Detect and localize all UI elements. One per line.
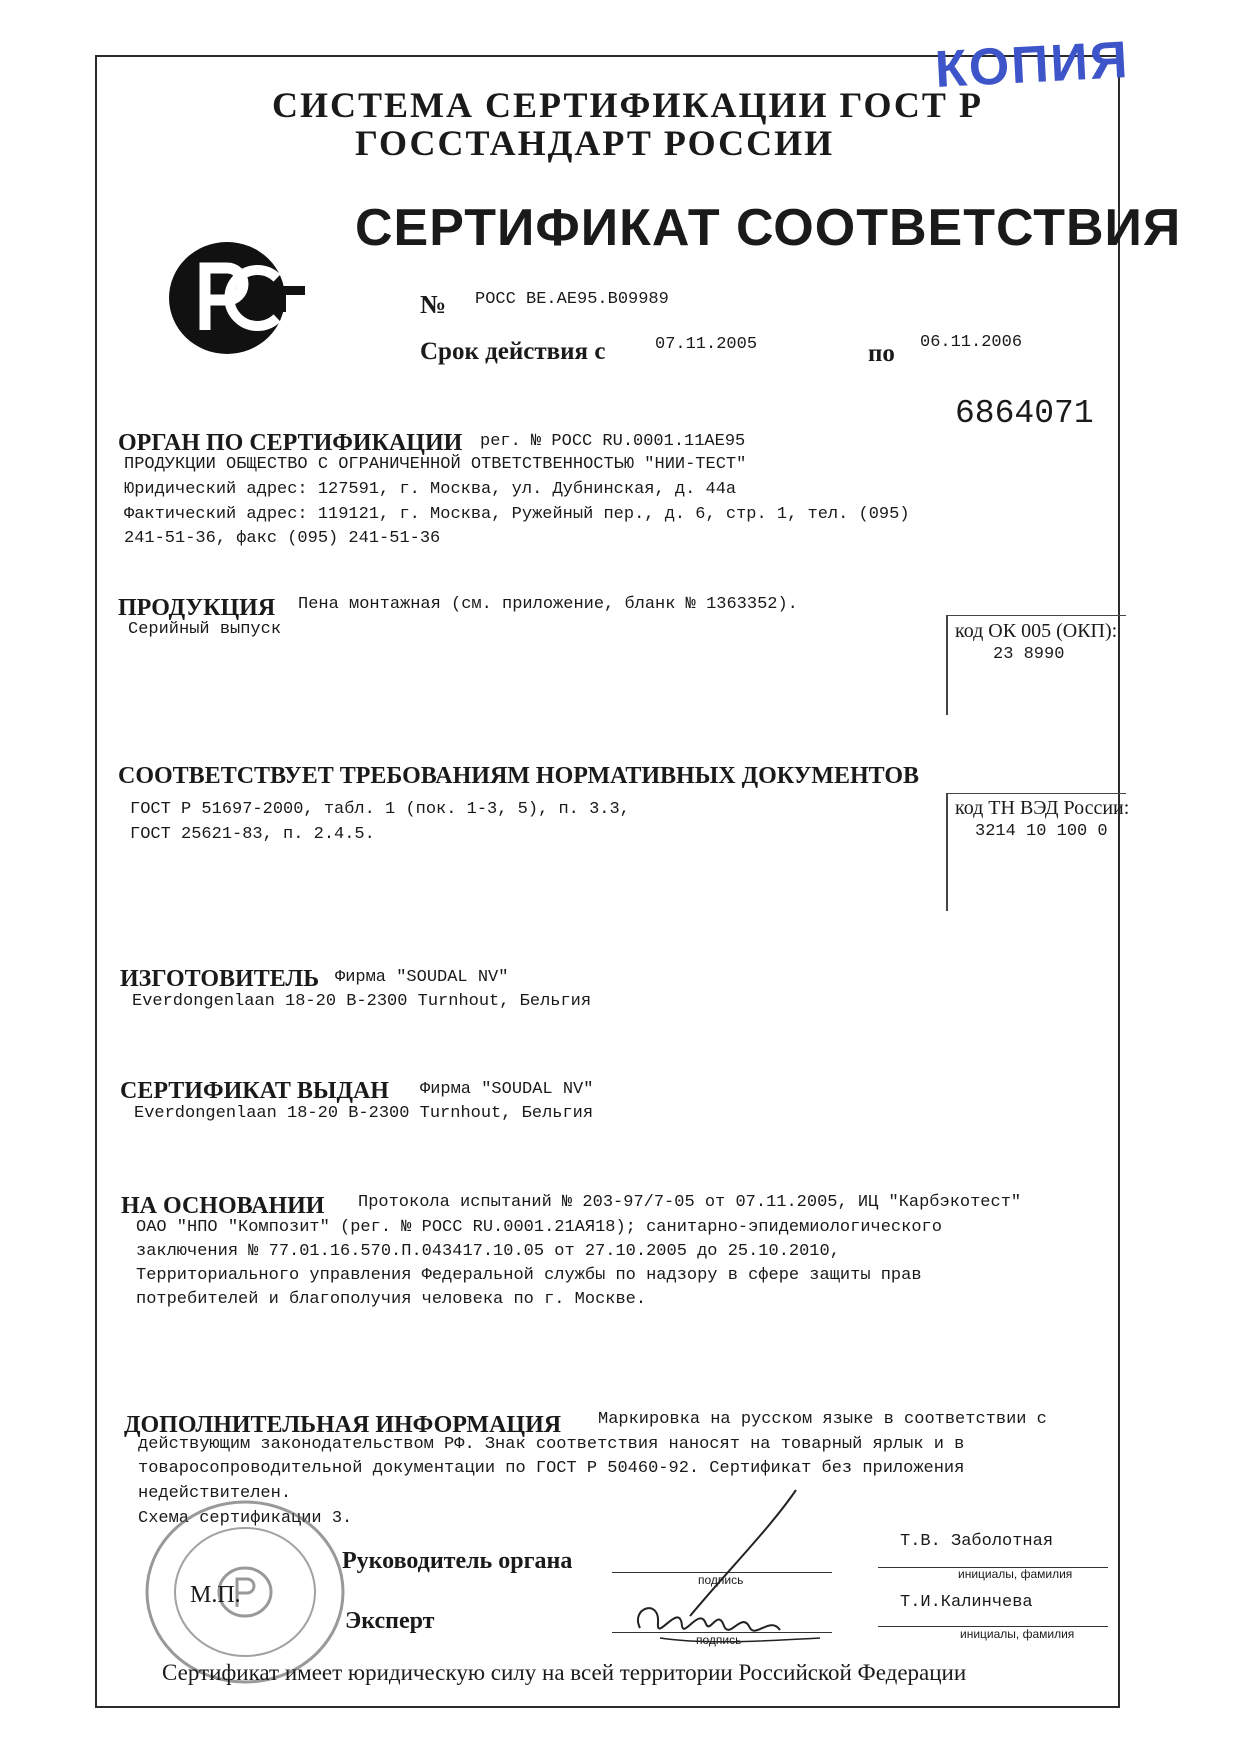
validity-to: 06.11.2006 bbox=[920, 333, 1023, 352]
validity-to-label: по bbox=[868, 340, 895, 367]
organ-label: ОРГАН ПО СЕРТИФИКАЦИИ bbox=[118, 430, 463, 456]
organ-line3: Фактический адрес: 119121, г. Москва, Ружейный пер., д. 6, стр. 1, тел. (095) bbox=[124, 505, 910, 524]
copy-stamp: КОПИЯ bbox=[933, 30, 1131, 100]
basis-line3: заключения № 77.01.16.570.П.043417.10.05 от 27.10.2005 до 25.10.2010, bbox=[136, 1242, 840, 1261]
rst-logo-icon bbox=[165, 238, 315, 358]
conformity-line1: ГОСТ Р 51697-2000, табл. 1 (пок. 1-3, 5), п. 3.3, bbox=[130, 800, 630, 819]
validity-from: 07.11.2005 bbox=[655, 335, 758, 354]
validity-label: Срок действия с bbox=[420, 338, 606, 365]
manufacturer-address: Everdongenlaan 18-20 B-2300 Turnhout, Бельгия bbox=[132, 992, 592, 1011]
head-sign-caption: подпись bbox=[698, 1573, 744, 1587]
agency-title: ГОССТАНДАРТ РОССИИ bbox=[355, 123, 835, 163]
additional-line5: Схема сертификации 3. bbox=[138, 1509, 353, 1528]
issued-address: Everdongenlaan 18-20 B-2300 Turnhout, Бельгия bbox=[134, 1104, 594, 1123]
organ-line4: 241-51-36, факс (095) 241-51-36 bbox=[124, 529, 441, 548]
additional-line1: Маркировка на русском языке в соответствии с bbox=[598, 1410, 1047, 1429]
handwritten-signature-icon bbox=[620, 1488, 840, 1653]
tnved-code-label: код ТН ВЭД России: bbox=[955, 797, 1130, 819]
okp-code: 23 8990 bbox=[993, 645, 1065, 664]
additional-line2: действующим законодательством РФ. Знак соответствия наносят на товарный ярлык и в bbox=[138, 1435, 965, 1454]
manufacturer-label: ИЗГОТОВИТЕЛЬ bbox=[120, 966, 320, 992]
tnved-code: 3214 10 100 0 bbox=[975, 822, 1108, 841]
form-serial-number: 6864071 bbox=[955, 395, 1094, 432]
basis-line5: потребителей и благополучия человека по г. Москве. bbox=[136, 1290, 647, 1309]
certificate-number: РОСС BE.AE95.B09989 bbox=[475, 290, 669, 309]
expert-name-caption: инициалы, фамилия bbox=[960, 1627, 1075, 1641]
issued-value: Фирма "SOUDAL NV" bbox=[420, 1080, 594, 1099]
organ-reg: рег. № РОСС RU.0001.11AE95 bbox=[480, 432, 746, 451]
head-name-caption: инициалы, фамилия bbox=[958, 1567, 1073, 1581]
footer-note: Сертификат имеет юридическую силу на всей территории Российской Федерации bbox=[162, 1660, 967, 1685]
manufacturer-value: Фирма "SOUDAL NV" bbox=[335, 968, 509, 987]
expert-name: Т.И.Калинчева bbox=[900, 1593, 1033, 1612]
certificate-title: СЕРТИФИКАТ СООТВЕТСТВИЯ bbox=[355, 199, 1182, 257]
additional-line4: недействителен. bbox=[138, 1484, 292, 1503]
basis-line1: Протокола испытаний № 203-97/7-05 от 07.11.2005, ИЦ "Карбэкотест" bbox=[358, 1193, 1022, 1212]
organ-line2: Юридический адрес: 127591, г. Москва, ул. Дубнинская, д. 44а bbox=[124, 480, 737, 499]
head-name: Т.В. Заболотная bbox=[900, 1532, 1054, 1551]
head-label: Руководитель органа bbox=[342, 1548, 573, 1574]
mp-label: М.П. bbox=[190, 1582, 241, 1608]
organ-line1: ПРОДУКЦИИ ОБЩЕСТВО С ОГРАНИЧЕННОЙ ОТВЕТСТВЕННОСТЬЮ "НИИ-ТЕСТ" bbox=[124, 455, 747, 474]
product-label: ПРОДУКЦИЯ bbox=[118, 595, 276, 621]
product-value: Пена монтажная (см. приложение, бланк № 1363352). bbox=[298, 595, 798, 614]
basis-line4: Территориального управления Федеральной службы по надзору в сфере защиты прав bbox=[136, 1266, 922, 1285]
basis-label: НА ОСНОВАНИИ bbox=[121, 1193, 325, 1219]
additional-label: ДОПОЛНИТЕЛЬНАЯ ИНФОРМАЦИЯ bbox=[124, 1412, 562, 1438]
expert-sign-caption: подпись bbox=[696, 1633, 742, 1647]
product-value2: Серийный выпуск bbox=[128, 620, 282, 639]
additional-line3: товаросопроводительной документации по ГОСТ Р 50460-92. Сертификат без приложения bbox=[138, 1459, 965, 1478]
expert-label: Эксперт bbox=[345, 1608, 435, 1634]
basis-line2: ОАО "НПО "Композит" (рег. № РОСС RU.0001.21AЯ18); санитарно-эпидемиологического bbox=[136, 1218, 942, 1237]
system-title: СИСТЕМА СЕРТИФИКАЦИИ ГОСТ Р bbox=[272, 85, 983, 125]
number-label: № bbox=[420, 290, 447, 319]
conformity-label: СООТВЕТСТВУЕТ ТРЕБОВАНИЯМ НОРМАТИВНЫХ ДОКУМЕНТОВ bbox=[118, 763, 919, 789]
conformity-line2: ГОСТ 25621-83, п. 2.4.5. bbox=[130, 825, 375, 844]
issued-label: СЕРТИФИКАТ ВЫДАН bbox=[120, 1078, 389, 1104]
okp-code-label: код ОК 005 (ОКП): bbox=[955, 620, 1118, 642]
